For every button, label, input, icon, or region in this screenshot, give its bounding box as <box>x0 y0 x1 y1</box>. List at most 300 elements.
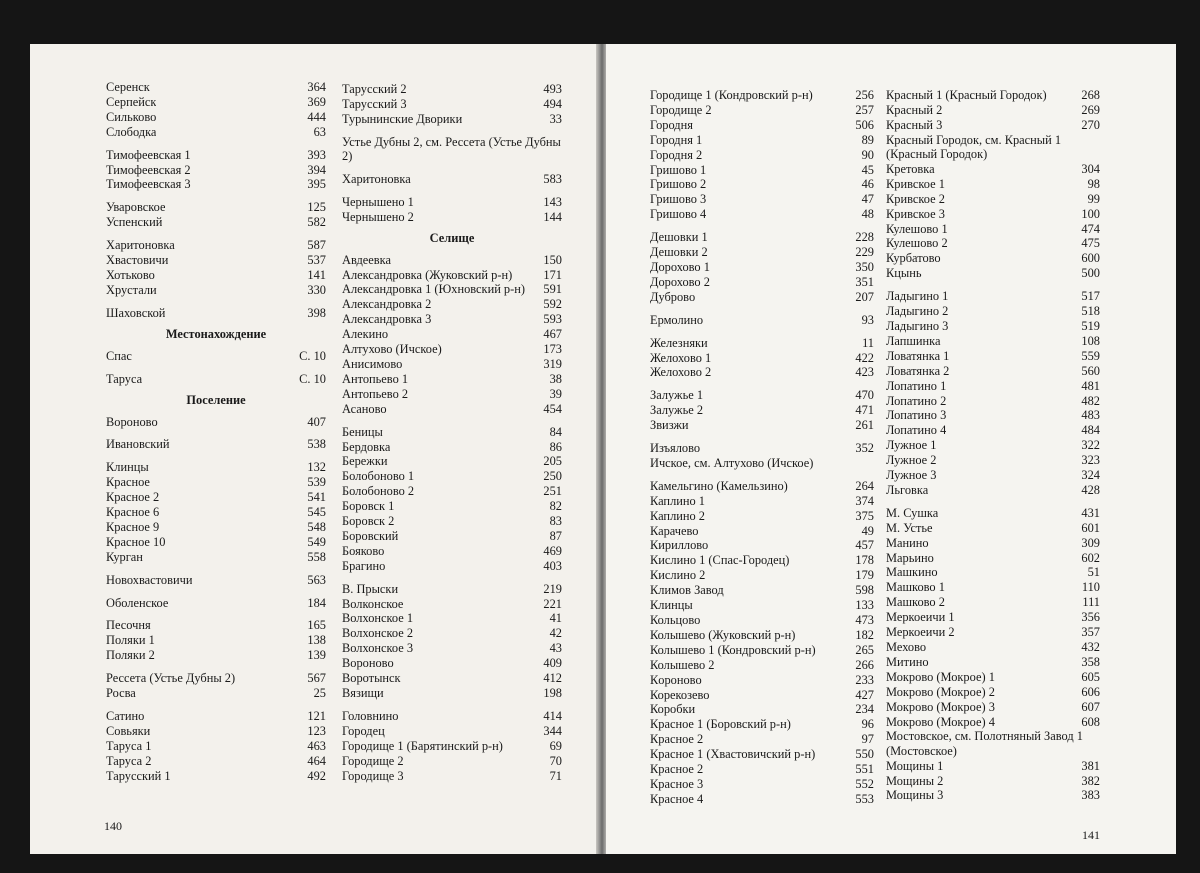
index-entry <box>342 372 562 387</box>
index-entry-name: Вороново <box>342 656 394 671</box>
entry-group-separator <box>106 588 326 596</box>
index-entry <box>342 529 562 544</box>
index-entry-page: 602 <box>1081 550 1100 565</box>
index-entry-name: Песочня <box>106 618 151 633</box>
index-entry-name: Карачево <box>650 523 699 538</box>
index-entry-page: 382 <box>1081 773 1100 788</box>
index-entry-page: 582 <box>307 215 326 230</box>
index-entry <box>886 364 1100 379</box>
index-entry-name: Машково 2 <box>886 595 945 610</box>
index-entry-name: Кулешово 1 <box>886 221 948 236</box>
index-entry-name: Воротынск <box>342 671 401 686</box>
index-entry-name: Поляки 2 <box>106 648 155 663</box>
index-entry-name: Ичское, см. Алтухово (Ичское) <box>650 455 814 470</box>
index-entry-page: 494 <box>543 96 562 111</box>
index-entry-page: 545 <box>307 505 326 520</box>
index-entry-page: 470 <box>855 388 874 403</box>
index-entry <box>886 453 1100 468</box>
entry-group-separator <box>106 192 326 200</box>
index-entry-page: 143 <box>543 194 562 209</box>
index-entry-name: Городня 1 <box>650 132 703 147</box>
index-entry-name: Красный 3 <box>886 117 943 132</box>
index-entry <box>886 700 1100 715</box>
index-entry-name: Красный 1 (Красный Городок) <box>886 88 1047 102</box>
index-entry-page: 383 <box>1081 788 1100 803</box>
index-entry <box>650 192 874 207</box>
index-entry-page: 518 <box>1081 304 1100 319</box>
index-entry <box>886 133 1100 162</box>
index-entry-page: 48 <box>861 207 874 222</box>
index-entry <box>106 253 326 268</box>
index-entry-page: 97 <box>861 732 874 747</box>
index-entry-page: 99 <box>1087 191 1100 206</box>
index-entry-page: 266 <box>855 657 874 672</box>
index-entry-name: Городище 1 (Кондровский р-н) <box>650 88 813 102</box>
index-entry <box>886 177 1100 192</box>
index-entry-name: Лужное 1 <box>886 438 937 453</box>
index-entry <box>650 717 874 732</box>
index-entry <box>650 762 874 777</box>
index-entry <box>650 583 874 598</box>
index-entry-page: 422 <box>855 350 874 365</box>
index-entry <box>886 266 1100 281</box>
entry-group-separator <box>650 305 874 313</box>
index-entry <box>650 290 874 305</box>
index-entry-page: 96 <box>861 717 874 732</box>
index-entry-name: Росва <box>106 686 136 701</box>
index-entry <box>650 403 874 418</box>
index-entry <box>106 148 326 163</box>
index-entry <box>342 709 562 724</box>
index-entry-page: 70 <box>549 753 562 768</box>
index-entry <box>106 125 326 140</box>
index-entry-page: 125 <box>307 200 326 215</box>
index-entry-name: Красное 2 <box>650 762 704 777</box>
index-entry-name: Городище 2 <box>342 753 404 768</box>
index-entry-name: Железняки <box>650 335 708 350</box>
index-entry-name: Манино <box>886 535 929 550</box>
index-entry <box>342 754 562 769</box>
entry-group-separator <box>342 127 562 135</box>
index-entry <box>650 207 874 222</box>
index-entry <box>650 245 874 260</box>
index-entry-name: Спас <box>106 348 132 363</box>
index-entry-page: 173 <box>543 342 562 357</box>
index-entry-name: Боровский <box>342 528 399 543</box>
entry-group-separator <box>106 701 326 709</box>
index-entry <box>106 550 326 565</box>
entry-group-separator <box>106 565 326 573</box>
index-entry-page: 600 <box>1081 251 1100 266</box>
index-entry <box>886 759 1100 774</box>
index-entry <box>106 535 326 550</box>
index-entry-page: 414 <box>543 708 562 723</box>
index-entry-name: Машково 1 <box>886 580 945 595</box>
index-entry <box>886 394 1100 409</box>
index-entry-name: Волконское <box>342 596 404 611</box>
index-entry-name: Кулешово 2 <box>886 236 948 251</box>
index-entry <box>886 207 1100 222</box>
index-entry <box>106 283 326 298</box>
page-number-left: 140 <box>104 819 122 833</box>
index-entry-name: Митино <box>886 654 929 669</box>
index-entry-name: Турынинские Дворики <box>342 111 463 126</box>
index-entry-page: 250 <box>543 469 562 484</box>
index-entry-name: Красное 9 <box>106 519 160 534</box>
index-entry <box>106 520 326 535</box>
index-entry <box>886 304 1100 319</box>
index-entry <box>650 658 874 673</box>
index-entry <box>886 536 1100 551</box>
index-entry-name: Меркоеичи 2 <box>886 625 955 640</box>
index-entry-page: 481 <box>1081 378 1100 393</box>
index-entry <box>106 709 326 724</box>
index-entry-name: Александровка 2 <box>342 297 432 312</box>
index-entry <box>342 282 562 297</box>
entry-group-separator <box>886 281 1100 289</box>
index-entry-name: Изъялово <box>650 441 701 456</box>
index-entry-name: Меркоеичи 1 <box>886 610 955 625</box>
index-entry <box>342 342 562 357</box>
index-entry-page: 409 <box>543 656 562 671</box>
index-entry-page: 467 <box>543 327 562 342</box>
index-entry-name: Рессета (Устье Дубны 2) <box>106 671 236 686</box>
index-entry-page: 228 <box>855 230 874 245</box>
index-entry <box>106 596 326 611</box>
index-entry <box>106 372 326 387</box>
index-entry-page: 84 <box>549 424 562 439</box>
index-entry <box>106 268 326 283</box>
index-entry-name: Чернышено 1 <box>342 194 414 209</box>
index-entry <box>650 88 874 103</box>
index-entry-name: Городня 2 <box>650 147 703 162</box>
index-entry-page: 484 <box>1081 423 1100 438</box>
index-entry-name: Звизжи <box>650 418 689 433</box>
index-entry-page: 45 <box>861 162 874 177</box>
index-entry <box>886 521 1100 536</box>
index-entry-page: 482 <box>1081 393 1100 408</box>
index-entry <box>106 110 326 125</box>
index-entry-page: 233 <box>855 672 874 687</box>
index-entry-page: 256 <box>855 88 874 102</box>
index-entry-page: 309 <box>1081 535 1100 550</box>
index-entry <box>650 613 874 628</box>
index-entry-page: 471 <box>855 403 874 418</box>
index-entry <box>342 97 562 112</box>
index-entry-name: Лопатино 2 <box>886 393 947 408</box>
index-entry-name: Курган <box>106 549 143 564</box>
index-entry <box>342 484 562 499</box>
index-entry-page: 141 <box>307 267 326 282</box>
index-entry <box>650 524 874 539</box>
index-entry-page: С. 10 <box>299 348 326 363</box>
index-entry <box>342 387 562 402</box>
index-entry <box>650 628 874 643</box>
index-entry <box>650 275 874 290</box>
index-entry <box>342 112 562 127</box>
index-entry <box>886 580 1100 595</box>
index-entry <box>342 425 562 440</box>
index-entry <box>106 200 326 215</box>
index-entry-page: 207 <box>855 289 874 304</box>
index-entry-name: Ермолино <box>650 312 704 327</box>
index-entry-name: Городище 2 <box>650 102 712 117</box>
index-entry-name: Хвастовичи <box>106 253 169 268</box>
index-entry <box>886 334 1100 349</box>
index-entry-name: Красный 2 <box>886 102 943 117</box>
index-entry-page: 46 <box>861 177 874 192</box>
index-entry-name: Сатино <box>106 709 145 723</box>
entry-group-separator <box>650 471 874 479</box>
index-entry <box>886 640 1100 655</box>
entry-group-separator <box>650 380 874 388</box>
index-entry <box>342 769 562 784</box>
index-entry-name: Ладыгино 3 <box>886 318 949 333</box>
index-entry-page: 464 <box>307 753 326 768</box>
index-entry-name: Дуброво <box>650 289 696 304</box>
index-entry-name: Лопатино 3 <box>886 408 947 423</box>
index-entry <box>886 670 1100 685</box>
index-entry-name: Тарусский 3 <box>342 96 407 111</box>
index-entry-page: 41 <box>549 611 562 626</box>
index-entry <box>886 438 1100 453</box>
index-entry <box>342 82 562 97</box>
index-entry <box>106 769 326 784</box>
index-entry-page: 322 <box>1081 438 1100 453</box>
index-entry-page: 469 <box>543 543 562 558</box>
index-entry-name: Городец <box>342 723 385 738</box>
index-entry-page: 403 <box>543 558 562 573</box>
index-entry <box>342 641 562 656</box>
index-entry-name: Красное 4 <box>650 791 704 806</box>
index-entry-page: 43 <box>549 641 562 656</box>
index-entry-page: 605 <box>1081 669 1100 684</box>
index-entry-name: Мощины 2 <box>886 773 944 788</box>
index-entry-page: 63 <box>313 124 326 139</box>
index-entry-page: 323 <box>1081 453 1100 468</box>
index-entry <box>342 357 562 372</box>
index-entry-name: Кретовка <box>886 161 935 176</box>
index-entry-page: 89 <box>861 132 874 147</box>
index-entry-page: 369 <box>307 94 326 109</box>
index-entry-name: Беницы <box>342 424 383 439</box>
index-entry <box>342 671 562 686</box>
index-entry-name: Колышево 2 <box>650 657 715 672</box>
index-entry-page: 553 <box>855 791 874 806</box>
index-entry <box>342 686 562 701</box>
index-entry-page: 593 <box>543 312 562 327</box>
entry-group-separator <box>886 498 1100 506</box>
index-entry-page: 138 <box>307 633 326 648</box>
index-entry-name: Новохвастовичи <box>106 572 193 587</box>
index-entry-name: Боровск 1 <box>342 499 395 514</box>
index-entry <box>650 177 874 192</box>
index-entry <box>342 656 562 671</box>
index-entry-page: 110 <box>1081 580 1100 595</box>
index-entry-name: Тарусский 1 <box>106 768 171 783</box>
index-entry-page: 219 <box>543 581 562 596</box>
section-heading: Селище <box>429 230 475 245</box>
index-entry <box>886 192 1100 207</box>
index-entry-page: 431 <box>1081 505 1100 520</box>
index-entry-page: 541 <box>307 490 326 505</box>
index-entry-page: 264 <box>855 478 874 493</box>
index-entry <box>342 402 562 417</box>
index-entry-page: 598 <box>855 583 874 598</box>
index-entry-name: Бояково <box>342 543 385 558</box>
index-entry-page: 567 <box>307 671 326 686</box>
index-entry-page: 42 <box>549 626 562 641</box>
index-entry-page: 33 <box>549 111 562 126</box>
index-entry-page: 473 <box>855 613 874 627</box>
index-entry-name: Антопьево 2 <box>342 386 409 401</box>
index-entry-page: 150 <box>543 252 562 267</box>
right-page-column-2 <box>886 88 1100 803</box>
index-entry <box>650 702 874 717</box>
right-page <box>606 44 1176 854</box>
index-entry <box>650 598 874 613</box>
entry-group-separator <box>106 364 326 372</box>
index-entry-name: Мокрово (Мокрое) 4 <box>886 714 995 729</box>
index-entry-page: 356 <box>1081 610 1100 625</box>
entry-group-separator <box>342 187 562 195</box>
index-entry-name: Таруса 1 <box>106 738 152 753</box>
index-entry-page: 587 <box>307 238 326 253</box>
index-entry-page: 270 <box>1081 117 1100 132</box>
index-entry-name: Александровка 3 <box>342 312 432 327</box>
index-entry-page: 178 <box>855 553 874 568</box>
index-entry-page: 205 <box>543 454 562 469</box>
index-entry <box>886 222 1100 237</box>
index-entry-page: 412 <box>543 671 562 686</box>
entry-group-separator <box>106 452 326 460</box>
entry-group-separator <box>106 140 326 148</box>
index-entry-page: 351 <box>855 274 874 289</box>
index-entry-name: Ладыгино 2 <box>886 304 949 319</box>
index-entry-name: Болобоново 2 <box>342 484 415 499</box>
index-entry-name: Мощины 1 <box>886 758 944 773</box>
index-entry <box>650 148 874 163</box>
index-entry-name: Тимофеевская 2 <box>106 162 191 177</box>
index-entry <box>342 582 562 597</box>
index-entry <box>650 103 874 118</box>
index-entry-page: 548 <box>307 519 326 534</box>
index-entry-name: Успенский <box>106 215 163 230</box>
index-entry <box>650 792 874 807</box>
index-entry-page: 538 <box>307 437 326 452</box>
index-entry-page: 121 <box>307 709 326 723</box>
index-entry-page: 229 <box>855 245 874 260</box>
index-entry-page: 304 <box>1081 161 1100 176</box>
index-entry <box>650 568 874 583</box>
index-entry-page: 539 <box>307 475 326 490</box>
index-entry <box>886 349 1100 364</box>
section-heading: Местонахождение <box>165 326 267 341</box>
index-entry <box>886 162 1100 177</box>
index-entry-name: Городня <box>650 117 693 132</box>
index-entry-page: 82 <box>549 499 562 514</box>
entry-group-separator <box>106 663 326 671</box>
entry-group-separator <box>106 429 326 437</box>
index-entry <box>886 236 1100 251</box>
index-entry <box>650 388 874 403</box>
index-entry-page: 374 <box>855 493 874 508</box>
index-entry <box>886 715 1100 730</box>
index-entry <box>650 365 874 380</box>
index-entry-page: 563 <box>307 572 326 587</box>
entry-group-separator <box>650 433 874 441</box>
index-entry-page: 93 <box>861 312 874 327</box>
index-entry-page: 549 <box>307 534 326 549</box>
index-entry <box>342 297 562 312</box>
index-entry-page: 90 <box>861 147 874 162</box>
index-entry-name: Бережки <box>342 454 388 469</box>
index-entry-name: Ивановский <box>106 437 170 452</box>
index-entry-page: 234 <box>855 702 874 717</box>
index-entry <box>650 643 874 658</box>
index-entry-page: 423 <box>855 365 874 380</box>
index-entry <box>106 490 326 505</box>
index-entry-name: Курбатово <box>886 251 941 266</box>
index-entry-page: 344 <box>543 723 562 738</box>
index-entry-name: В. Прыски <box>342 581 399 596</box>
index-entry-name: Анисимово <box>342 356 403 371</box>
index-entry-name: Оболенское <box>106 595 169 610</box>
index-entry-page: 350 <box>855 259 874 274</box>
index-entry <box>650 673 874 688</box>
index-entry-name: Вороново <box>106 414 158 429</box>
index-entry-page: 493 <box>543 82 562 96</box>
entry-group-separator <box>106 298 326 306</box>
index-entry-page: 552 <box>855 776 874 791</box>
index-entry-name: Боровск 2 <box>342 514 395 529</box>
index-entry-page: 330 <box>307 282 326 297</box>
index-entry-name: Харитоновка <box>106 238 175 253</box>
index-entry-page: 537 <box>307 253 326 268</box>
index-entry-name: Кривское 1 <box>886 176 945 191</box>
index-entry <box>886 685 1100 700</box>
index-entry-name: Болобоново 1 <box>342 469 415 484</box>
index-entry-name: Коробки <box>650 702 696 717</box>
index-entry-page: 352 <box>855 441 874 456</box>
index-entry-name: Мостовское, см. Полотняный Завод 1 (Мостовское) <box>886 729 1083 759</box>
index-entry-page: 454 <box>543 401 562 416</box>
index-entry <box>650 509 874 524</box>
index-entry-page: 463 <box>307 738 326 753</box>
index-entry-page: 432 <box>1081 640 1100 654</box>
index-entry <box>342 210 562 225</box>
index-entry-page: 265 <box>855 642 874 657</box>
index-entry <box>650 479 874 494</box>
index-entry-name: Кривское 2 <box>886 191 945 206</box>
index-entry-name: Дешовки 2 <box>650 245 708 260</box>
index-entry-name: Антопьево 1 <box>342 371 409 386</box>
index-entry <box>650 351 874 366</box>
index-entry <box>886 729 1100 758</box>
index-entry-name: Ловатянка 1 <box>886 348 950 363</box>
index-entry <box>106 177 326 192</box>
index-entry-page: 550 <box>855 747 874 762</box>
index-entry-name: М. Сушка <box>886 505 939 520</box>
index-entry-page: 607 <box>1081 699 1100 714</box>
index-entry <box>650 230 874 245</box>
index-entry <box>342 597 562 612</box>
index-entry-name: Мокрово (Мокрое) 2 <box>886 684 995 699</box>
index-entry-name: Льговка <box>886 482 929 497</box>
index-entry <box>342 172 562 187</box>
index-entry-name: Клинцы <box>106 460 149 475</box>
index-entry-name: Алекино <box>342 327 389 342</box>
